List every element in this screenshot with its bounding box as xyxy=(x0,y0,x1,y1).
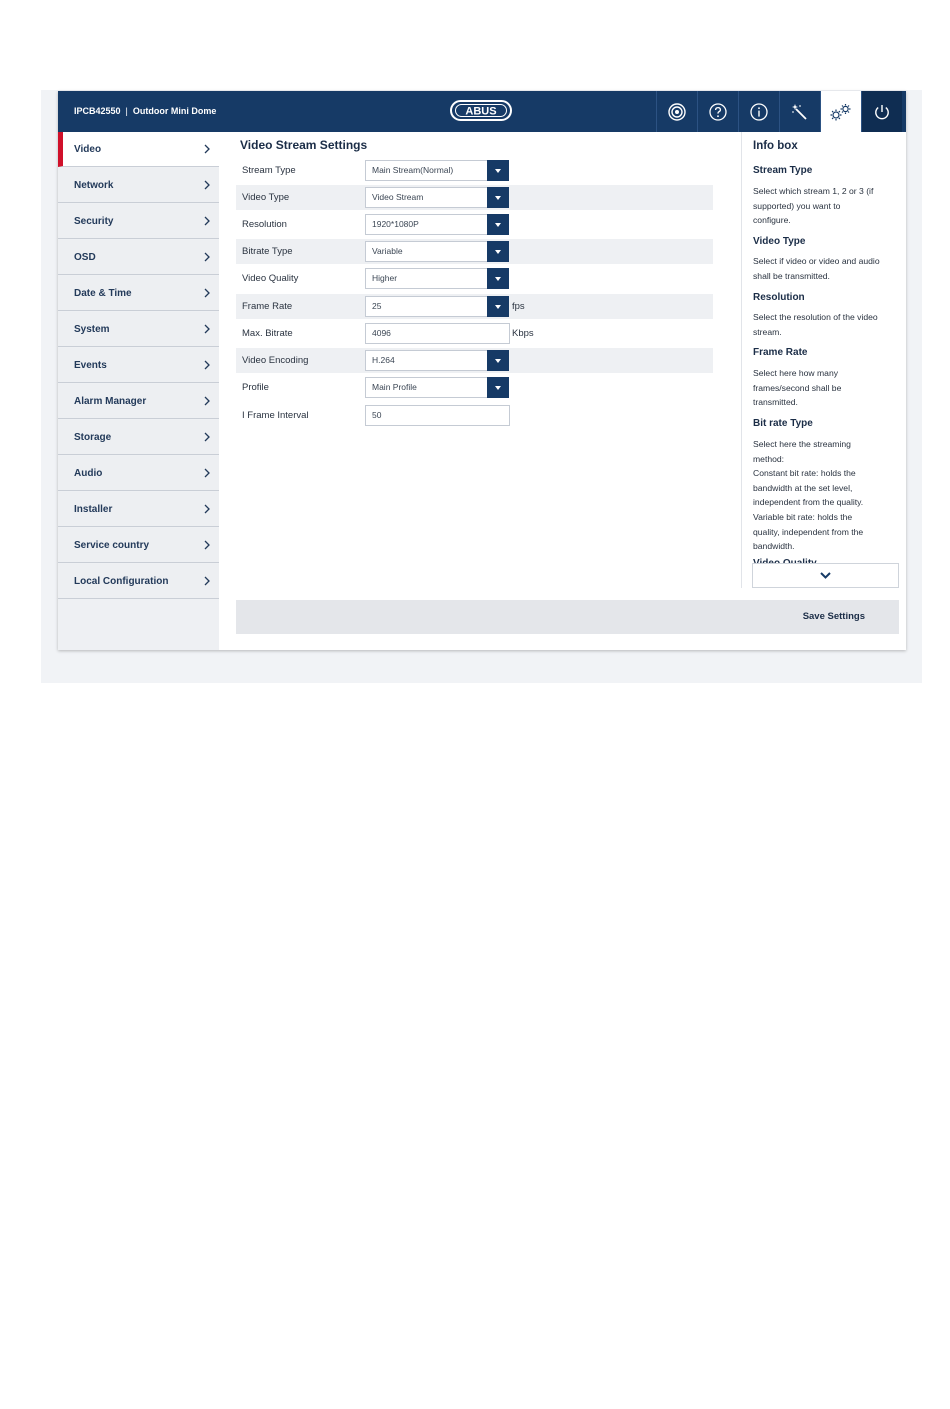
form-row-frame-rate xyxy=(236,294,713,319)
device-title xyxy=(74,91,216,132)
dropdown-button[interactable] xyxy=(487,377,509,398)
dropdown-button[interactable] xyxy=(487,187,509,208)
chevron-right-icon xyxy=(204,504,210,514)
info-heading: Resolution xyxy=(753,292,805,303)
info-heading: Stream Type xyxy=(753,165,813,176)
sidebar-item-service-country[interactable] xyxy=(58,528,219,563)
form-row-resolution xyxy=(236,212,713,237)
top-bar xyxy=(58,91,906,132)
chevron-right-icon xyxy=(204,468,210,478)
field-label: Max. Bitrate xyxy=(242,328,293,339)
info-scroll-down-button[interactable] xyxy=(752,563,899,588)
live-view-icon xyxy=(667,102,687,122)
info-text: Select here the streaming method: Constant bit rate: holds the bandwidth at the set level, independent from the quality. Variable bit rate: holds the quality, independent from the bandwidth. xyxy=(753,439,864,552)
sidebar-item-label: Events xyxy=(74,360,107,371)
form-row-max-bitrate xyxy=(236,321,713,346)
sidebar-item-installer[interactable] xyxy=(58,492,219,527)
sidebar-item-label: Security xyxy=(74,216,114,227)
max-bitrate-input[interactable]: 4096 xyxy=(365,323,510,344)
chevron-right-icon xyxy=(204,396,210,406)
settings-icon xyxy=(829,102,853,122)
device-name: Outdoor Mini Dome xyxy=(132,106,217,116)
field-label: Resolution xyxy=(242,219,287,230)
dropdown-button[interactable] xyxy=(487,241,509,262)
form-row-video-type xyxy=(236,185,713,210)
sidebar-item-osd[interactable] xyxy=(58,240,219,275)
frame-rate-select[interactable]: 25 xyxy=(365,296,488,317)
sidebar xyxy=(58,132,219,650)
chevron-right-icon xyxy=(204,180,210,190)
video-quality-select[interactable]: Higher xyxy=(365,268,488,289)
unit-label: Kbps xyxy=(512,328,534,339)
sidebar-item-label: Alarm Manager xyxy=(74,396,147,407)
sidebar-item-audio[interactable] xyxy=(58,456,219,491)
abus-logo xyxy=(450,100,512,121)
caret-down-icon xyxy=(495,386,501,390)
sidebar-item-local-configuration[interactable] xyxy=(58,564,219,599)
field-label: Stream Type xyxy=(242,165,296,176)
chevron-down-icon xyxy=(820,572,831,579)
live-view-button[interactable] xyxy=(656,91,697,132)
device-id: IPCB42550 xyxy=(74,106,121,116)
sidebar-item-label: Network xyxy=(74,180,114,191)
help-icon xyxy=(708,102,728,122)
dropdown-button[interactable] xyxy=(487,160,509,181)
sidebar-item-system[interactable] xyxy=(58,312,219,347)
sidebar-item-label: Audio xyxy=(74,468,103,479)
sidebar-item-events[interactable] xyxy=(58,348,219,383)
form-row-bitrate-type xyxy=(236,239,713,264)
field-label: Video Encoding xyxy=(242,355,309,366)
sidebar-item-network[interactable] xyxy=(58,168,219,203)
sidebar-item-date-time[interactable] xyxy=(58,276,219,311)
chevron-right-icon xyxy=(204,576,210,586)
footer-bar xyxy=(236,600,899,634)
sidebar-item-label: Date & Time xyxy=(74,288,132,299)
i-frame-interval-input[interactable]: 50 xyxy=(365,405,510,426)
chevron-right-icon xyxy=(204,360,210,370)
sidebar-item-video[interactable] xyxy=(58,132,219,167)
sidebar-item-security[interactable] xyxy=(58,204,219,239)
settings-button[interactable] xyxy=(820,91,861,132)
caret-down-icon xyxy=(495,169,501,173)
profile-select[interactable]: Main Profile xyxy=(365,377,488,398)
sidebar-item-alarm-manager[interactable] xyxy=(58,384,219,419)
unit-label: fps xyxy=(512,301,525,312)
page-title: Video Stream Settings xyxy=(240,138,368,152)
info-text: Select the resolution of the video stream. xyxy=(753,312,878,337)
field-label: Profile xyxy=(242,382,269,393)
sidebar-item-label: System xyxy=(74,324,110,335)
field-label: Bitrate Type xyxy=(242,246,293,257)
form-row-i-frame-interval xyxy=(236,403,713,428)
form-row-profile xyxy=(236,375,713,400)
form-row-video-quality xyxy=(236,266,713,291)
chevron-right-icon xyxy=(204,540,210,550)
info-heading: Video Type xyxy=(753,236,806,247)
logo-text: ABUS xyxy=(465,105,497,116)
bitrate-type-select[interactable]: Variable xyxy=(365,241,488,262)
caret-down-icon xyxy=(495,305,501,309)
dropdown-button[interactable] xyxy=(487,350,509,371)
sidebar-item-label: Installer xyxy=(74,504,113,515)
info-icon xyxy=(749,102,769,122)
info-heading: Bit rate Type xyxy=(753,418,813,429)
sidebar-item-label: Storage xyxy=(74,432,112,443)
chevron-right-icon xyxy=(204,252,210,262)
stream-type-select[interactable]: Main Stream(Normal) xyxy=(365,160,488,181)
field-label: I Frame Interval xyxy=(242,410,309,421)
caret-down-icon xyxy=(495,359,501,363)
sidebar-item-label: Service country xyxy=(74,540,150,551)
sidebar-item-label: Video xyxy=(74,144,102,155)
chevron-right-icon xyxy=(204,216,210,226)
title-separator: | xyxy=(125,106,128,116)
caret-down-icon xyxy=(495,223,501,227)
save-settings-button[interactable]: Save Settings xyxy=(802,611,865,622)
info-text: Select which stream 1, 2 or 3 (if supported) you want to configure. xyxy=(753,186,874,226)
logout-button[interactable] xyxy=(861,91,902,132)
chevron-right-icon xyxy=(204,144,210,154)
wizard-icon xyxy=(790,102,810,122)
sidebar-item-storage[interactable] xyxy=(58,420,219,455)
field-label: Video Type xyxy=(242,192,290,203)
power-icon xyxy=(872,102,892,122)
header-toolbar xyxy=(656,91,902,132)
caret-down-icon xyxy=(495,196,501,200)
info-button[interactable] xyxy=(738,91,779,132)
chevron-right-icon xyxy=(204,432,210,442)
wizard-button[interactable] xyxy=(779,91,820,132)
info-text: Select if video or video and audio shall be transmitted. xyxy=(753,256,880,281)
chevron-right-icon xyxy=(204,324,210,334)
dropdown-button[interactable] xyxy=(487,268,509,289)
caret-down-icon xyxy=(495,250,501,254)
info-text: Select here how many frames/second shall be transmitted. xyxy=(753,368,842,408)
info-heading: Frame Rate xyxy=(753,347,808,358)
dropdown-button[interactable] xyxy=(487,296,509,317)
caret-down-icon xyxy=(495,277,501,281)
sidebar-item-label: Local Configuration xyxy=(74,576,169,587)
form-row-stream-type xyxy=(236,158,713,183)
video-type-select[interactable]: Video Stream xyxy=(365,187,488,208)
help-button[interactable] xyxy=(697,91,738,132)
form-row-video-encoding xyxy=(236,348,713,373)
field-label: Frame Rate xyxy=(242,301,293,312)
info-box-title: Info box xyxy=(753,140,798,152)
sidebar-item-label: OSD xyxy=(74,252,96,263)
field-label: Video Quality xyxy=(242,273,299,284)
resolution-select[interactable]: 1920*1080P xyxy=(365,214,488,235)
chevron-right-icon xyxy=(204,288,210,298)
app-window xyxy=(58,91,906,650)
info-box[interactable] xyxy=(741,132,907,588)
video-encoding-select[interactable]: H.264 xyxy=(365,350,488,371)
dropdown-button[interactable] xyxy=(487,214,509,235)
